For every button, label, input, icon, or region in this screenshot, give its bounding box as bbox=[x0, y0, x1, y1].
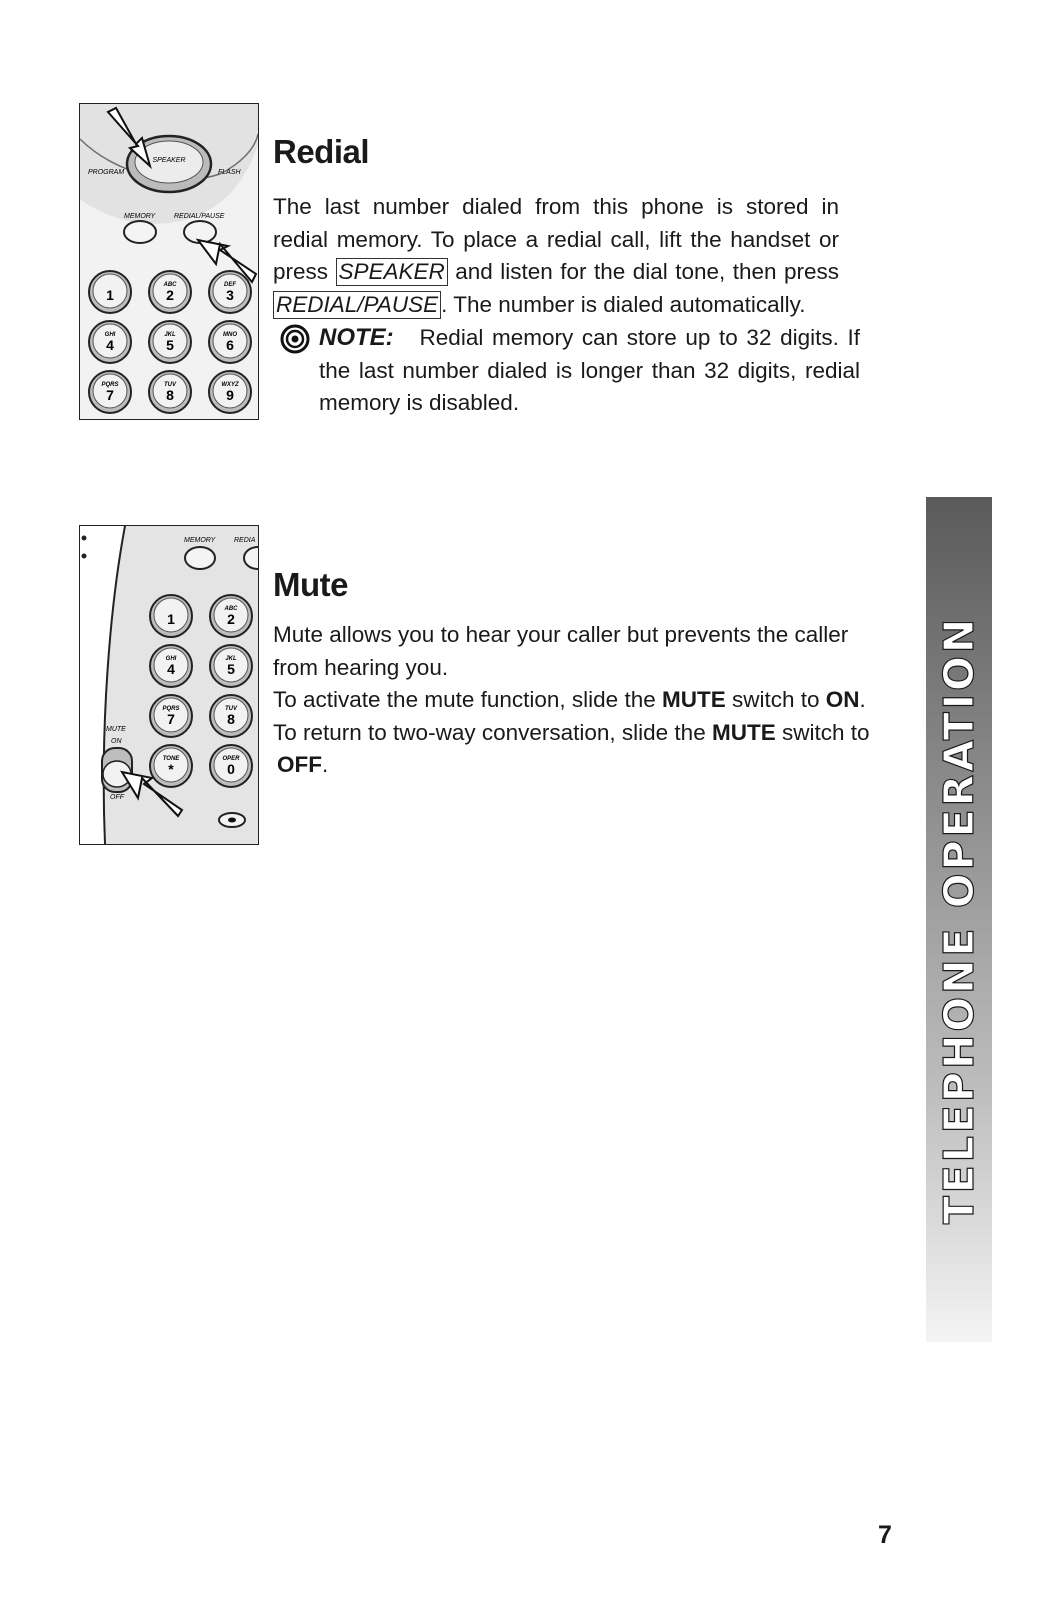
mute-line-3 bbox=[273, 684, 913, 717]
key-digit: 5 bbox=[166, 337, 174, 353]
keypad-key-8 bbox=[149, 371, 191, 413]
key-digit: 9 bbox=[226, 387, 234, 403]
key-letters: PQRS bbox=[101, 382, 119, 388]
key-digit: 2 bbox=[227, 611, 235, 627]
keypad-key-9 bbox=[209, 371, 251, 413]
keypad-key-4 bbox=[150, 645, 192, 687]
mute-keyword: MUTE bbox=[711, 719, 776, 745]
mute-line-5-b: . bbox=[322, 752, 329, 777]
illus-label-redial-pause: REDIAL/PAUSE bbox=[174, 213, 225, 220]
key-digit: 8 bbox=[166, 387, 174, 403]
key-letters: ABC bbox=[163, 282, 177, 288]
keypad-key-8 bbox=[210, 695, 252, 737]
key-letters: TUV bbox=[225, 706, 237, 712]
key-digit: 2 bbox=[166, 287, 174, 303]
key-digit: 4 bbox=[106, 337, 114, 353]
redial-line-3-a: press bbox=[273, 259, 329, 284]
note-text-1: Redial memory can store up to 32 digits. If bbox=[419, 325, 860, 350]
mute-line-3-a: To activate the mute function, slide the bbox=[273, 687, 662, 712]
redial-line-1: The last number dialed from this phone is stored in bbox=[273, 194, 839, 219]
illus-label-speaker: SPEAKER bbox=[152, 157, 186, 164]
keypad-key-5 bbox=[210, 645, 252, 687]
illus-label-redial: REDIA bbox=[234, 537, 256, 544]
mute-illustration bbox=[79, 525, 259, 845]
mute-line-3-c: switch to bbox=[725, 687, 826, 712]
redial-line-3 bbox=[273, 256, 839, 289]
mute-line-3-e: . bbox=[859, 687, 866, 712]
key-letters: TUV bbox=[164, 382, 176, 388]
mute-line-1: Mute allows you to hear your caller but prevents the caller bbox=[273, 622, 849, 647]
illus-label-program: PROGRAM bbox=[88, 169, 125, 176]
memory-key bbox=[185, 547, 215, 569]
mute-line-5 bbox=[273, 749, 913, 782]
note-label: NOTE: bbox=[319, 324, 394, 351]
keypad-key-6 bbox=[209, 321, 251, 363]
section-side-tab bbox=[926, 497, 992, 1342]
mute-title: Mute bbox=[273, 566, 348, 603]
key-letters: WXYZ bbox=[221, 382, 239, 388]
illus-label-flash: FLASH bbox=[218, 169, 241, 176]
key-letters: JKL bbox=[164, 332, 176, 338]
illus-label-on: ON bbox=[111, 738, 122, 745]
redial-line-3-b: and listen for the dial tone, then press bbox=[455, 259, 839, 284]
keypad-key-0 bbox=[210, 745, 252, 787]
key-digit: * bbox=[168, 761, 174, 777]
illus-label-mute: MUTE bbox=[106, 726, 126, 733]
target-icon bbox=[280, 324, 310, 354]
keypad-key-3 bbox=[209, 271, 251, 313]
key-letters: ABC bbox=[224, 606, 238, 612]
keypad-key-5 bbox=[149, 321, 191, 363]
keypad-key-1 bbox=[89, 271, 131, 313]
mute-paragraph bbox=[273, 619, 913, 782]
key-digit: 7 bbox=[106, 387, 114, 403]
key-letters: OPER bbox=[222, 756, 240, 762]
off-keyword: OFF bbox=[277, 752, 322, 777]
redial-pause-button-label: REDIAL/PAUSE bbox=[273, 291, 441, 319]
key-letters: GHI bbox=[104, 332, 116, 338]
page-number: 7 bbox=[878, 1521, 892, 1549]
phone-keypad-drawing bbox=[80, 104, 258, 419]
key-digit: 4 bbox=[167, 661, 175, 677]
redial-note bbox=[280, 322, 860, 420]
memory-key bbox=[124, 221, 156, 243]
key-letters: MNO bbox=[223, 332, 237, 338]
key-digit: 1 bbox=[167, 611, 175, 627]
on-keyword: ON bbox=[825, 687, 860, 712]
phone-keypad-mute-drawing bbox=[80, 526, 258, 844]
redial-line-4-b: . The number is dialed automatically. bbox=[441, 291, 806, 317]
redial-title: Redial bbox=[273, 133, 370, 170]
key-digit: 8 bbox=[227, 711, 235, 727]
illus-label-memory: MEMORY bbox=[184, 537, 216, 544]
key-letters: GHI bbox=[165, 656, 177, 662]
redial-paragraph bbox=[273, 191, 839, 321]
mute-line-4-a: To return to two-way conversation, slide the bbox=[273, 719, 712, 745]
redial-line-4 bbox=[273, 289, 839, 322]
keypad-key-2 bbox=[149, 271, 191, 313]
key-digit: 7 bbox=[167, 711, 175, 727]
note-line-3: memory is disabled. bbox=[319, 390, 520, 415]
redial-illustration bbox=[79, 103, 259, 420]
redial-keypad bbox=[89, 271, 251, 413]
side-tab-label: TELEPHONE OPERATION bbox=[935, 615, 983, 1224]
illus-label-off: OFF bbox=[110, 794, 124, 801]
keypad-key-7 bbox=[89, 371, 131, 413]
keypad-key-4 bbox=[89, 321, 131, 363]
mute-line-4 bbox=[273, 717, 913, 750]
mute-line-2: from hearing you. bbox=[273, 654, 449, 680]
key-letters: JKL bbox=[225, 656, 237, 662]
illus-label-memory: MEMORY bbox=[124, 213, 156, 220]
key-digit: 3 bbox=[226, 287, 234, 303]
mute-keyword: MUTE bbox=[661, 687, 726, 712]
key-digit: 1 bbox=[106, 287, 114, 303]
mute-line-4-c: switch to bbox=[775, 719, 870, 745]
key-digit: 6 bbox=[226, 337, 234, 353]
speaker-button-label: SPEAKER bbox=[336, 258, 448, 286]
redial-line-2: redial memory. To place a redial call, lift the handset or bbox=[273, 226, 839, 252]
key-digit: 0 bbox=[227, 761, 235, 777]
key-digit: 5 bbox=[227, 661, 235, 677]
keypad-key-7 bbox=[150, 695, 192, 737]
key-letters: DEF bbox=[224, 282, 236, 288]
note-line-2: the last number dialed is longer than 32 digits, redial bbox=[319, 357, 860, 383]
key-letters: PQRS bbox=[162, 706, 180, 712]
key-letters: TONE bbox=[162, 756, 180, 762]
note-line-1 bbox=[319, 322, 860, 355]
keypad-key-star bbox=[150, 745, 192, 787]
keypad-key-2 bbox=[210, 595, 252, 637]
keypad-key-1 bbox=[150, 595, 192, 637]
